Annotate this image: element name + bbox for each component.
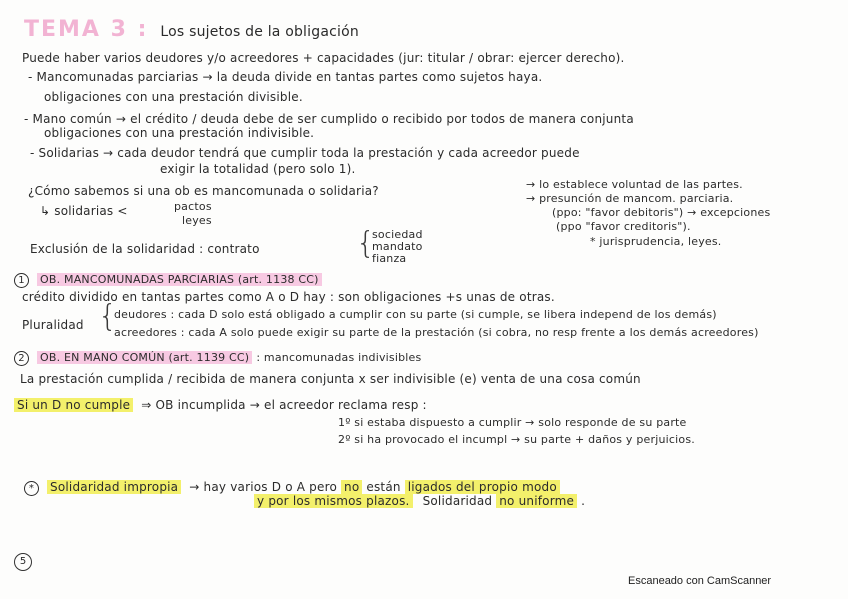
section-2-heading-rest: : mancomunadas indivisibles bbox=[256, 351, 422, 364]
camscanner-watermark: Escaneado con CamScanner bbox=[628, 575, 772, 587]
intro-line: Puede haber varios deudores y/o acreedores + capacidades (jur: titular / obrar: ejercer derecho). bbox=[22, 51, 625, 65]
pluralidad-acreedores: acreedores : cada A solo puede exigir su parte de la prestación (si cobra, no resp frente a los demás acreedores) bbox=[114, 326, 759, 339]
pluralidad-deudores: deudores : cada D solo está obligado a cumplir con su parte (si cumple, se libera independ de los demás) bbox=[114, 308, 717, 321]
question-jurisprudencia: * jurisprudencia, leyes. bbox=[590, 235, 722, 248]
solidarias-line-1: - Solidarias → cada deudor tendrá que cumplir toda la prestación y cada acreedor puede bbox=[30, 146, 580, 160]
exclusion-label: Exclusión de la solidaridad : contrato bbox=[30, 242, 260, 256]
mancomunadas-line-2: obligaciones con una prestación divisible. bbox=[44, 90, 303, 104]
exclusion-item-fianza: fianza bbox=[372, 252, 407, 265]
mano-comun-line-2: obligaciones con una prestación indivisible. bbox=[44, 126, 315, 140]
impropia-row-2 bbox=[254, 494, 585, 508]
title-subtitle: Los sujetos de la obligación bbox=[160, 24, 359, 40]
impropia-star: * bbox=[24, 481, 39, 496]
exclusion-brace: { bbox=[356, 226, 376, 261]
section-2-line-1: La prestación cumplida / recibida de manera conjunta x ser indivisible (e) venta de una cosa común bbox=[20, 372, 641, 386]
title-row bbox=[24, 18, 359, 42]
impropia-line-2c: . bbox=[581, 494, 586, 508]
incumplida-text: ⇒ OB incumplida → el acreedor reclama resp : bbox=[141, 398, 427, 412]
impropia-label: Solidaridad impropia bbox=[47, 480, 181, 494]
incumple-highlight: Si un D no cumple bbox=[14, 398, 133, 412]
section-2-heading: OB. EN MANO COMÚN (art. 1139 CC) bbox=[37, 351, 252, 364]
impropia-highlight-ligados: ligados del propio modo bbox=[405, 480, 560, 494]
section-1-line-1: crédito dividido en tantas partes como A o D hay : son obligaciones +s unas de otras. bbox=[22, 290, 555, 304]
solidarias-line-2: exigir la totalidad (pero solo 1). bbox=[160, 162, 356, 176]
section-1-number: 1 bbox=[14, 273, 29, 288]
title-tema: TEMA 3 : bbox=[24, 17, 149, 42]
mano-comun-line-1: - Mano común → el crédito / deuda debe de ser cumplido o recibido por todos de manera conjunta bbox=[24, 112, 634, 126]
section-1-heading-row bbox=[14, 272, 322, 288]
section-1-heading: OB. MANCOMUNADAS PARCIARIAS (art. 1138 CC) bbox=[37, 273, 322, 286]
impropia-line-2b: Solidaridad bbox=[422, 494, 493, 508]
incumple-item-1: 1º si estaba dispuesto a cumplir → solo responde de su parte bbox=[338, 416, 687, 429]
question-ppo-2: (ppo "favor creditoris"). bbox=[556, 220, 691, 233]
pluralidad-label: Pluralidad bbox=[22, 318, 84, 332]
exclusion-item-sociedad: sociedad bbox=[372, 228, 423, 241]
mancomunadas-line-1: - Mancomunadas parciarias → la deuda divide en tantas partes como sujetos haya. bbox=[28, 70, 543, 84]
page-number: 5 bbox=[14, 553, 32, 571]
impropia-line-2a: y por los mismos plazos. bbox=[254, 494, 413, 508]
impropia-highlight-no: no bbox=[341, 480, 362, 494]
impropia-highlight-no-uniforme: no uniforme bbox=[496, 494, 577, 508]
question-arrow-1: → lo establece voluntad de las partes. bbox=[526, 178, 743, 191]
pluralidad-brace: { bbox=[98, 299, 118, 334]
impropia-text-2: están bbox=[366, 480, 401, 494]
exclusion-item-mandato: mandato bbox=[372, 240, 423, 253]
question-line: ¿Cómo sabemos si una ob es mancomunada o solidaria? bbox=[28, 184, 379, 198]
solidarias-source-leyes: leyes bbox=[182, 214, 212, 227]
impropia-text-1: → hay varios D o A pero bbox=[189, 480, 337, 494]
section-2-number: 2 bbox=[14, 351, 29, 366]
solidarias-source-pactos: pactos bbox=[174, 200, 212, 213]
incumple-item-2: 2º si ha provocado el incumpl → su parte + daños y perjuicios. bbox=[338, 433, 695, 446]
section-2-heading-row bbox=[14, 350, 421, 366]
question-arrow-2: → presunción de mancom. parciaria. bbox=[526, 192, 734, 205]
question-ppo-1: (ppo: "favor debitoris") → excepciones bbox=[552, 206, 771, 219]
solidarias-sources-label: ↳ solidarias < bbox=[40, 204, 128, 218]
incumple-row bbox=[14, 398, 427, 412]
